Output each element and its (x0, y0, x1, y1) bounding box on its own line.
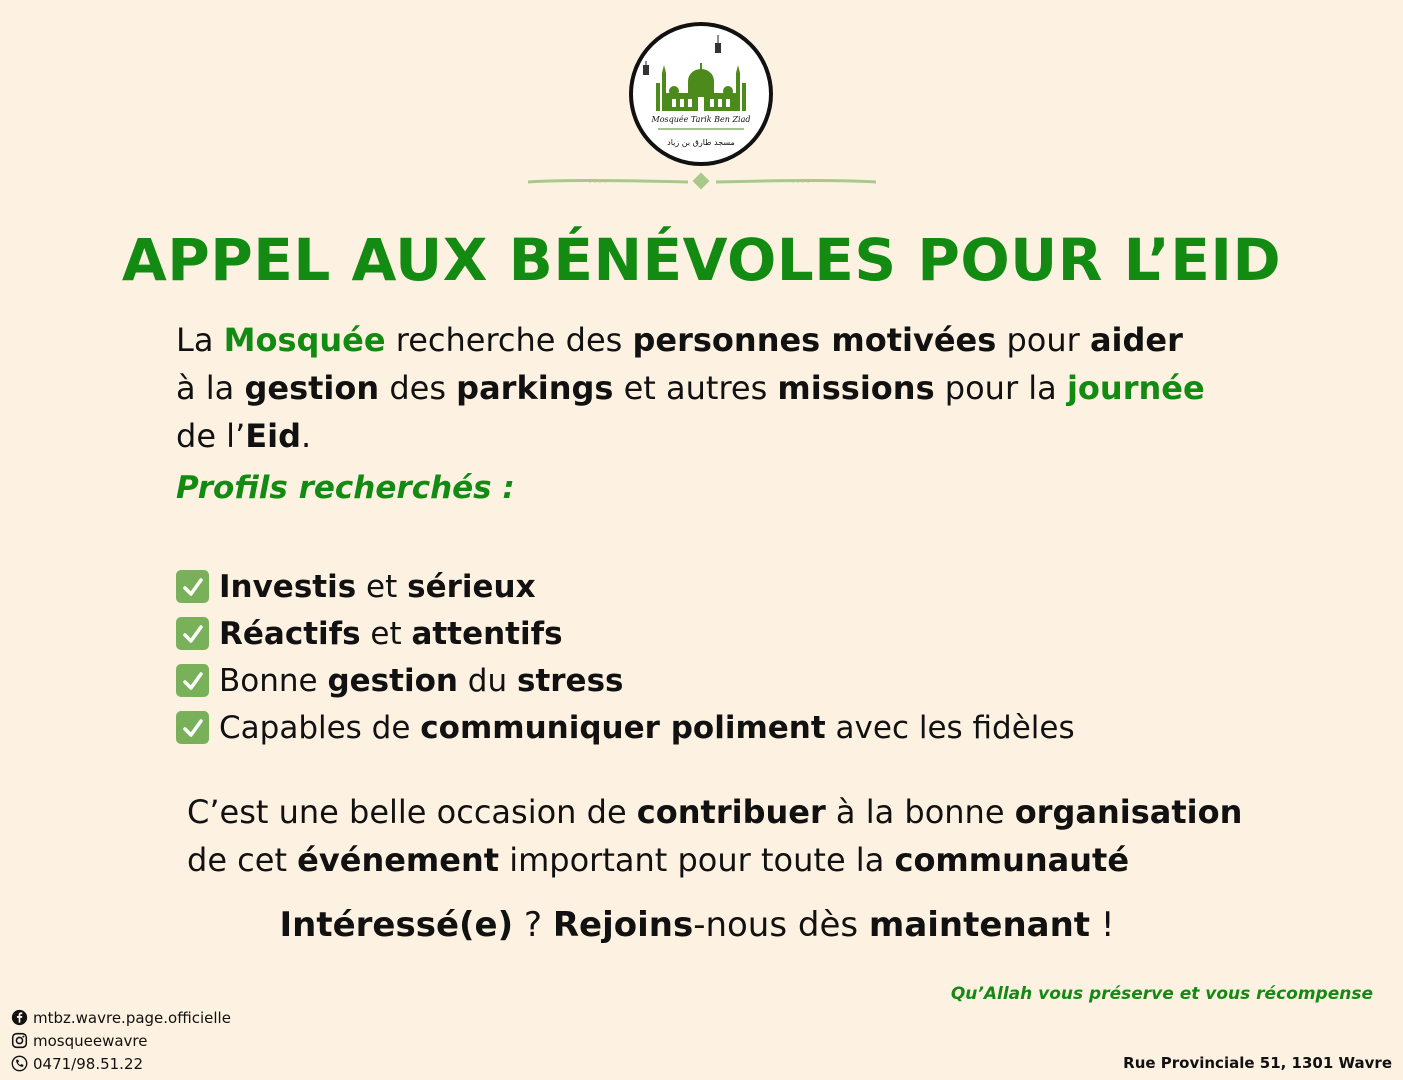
bold-rejoins: Rejoins (552, 905, 694, 945)
check-mark-icon (176, 617, 209, 650)
profiles-heading: Profils recherchés : (176, 470, 515, 506)
text: à la (176, 369, 245, 407)
text: recherche des (385, 321, 633, 359)
bold-organisation: organisation (1014, 793, 1243, 831)
list-item (176, 563, 1075, 610)
text: et (360, 615, 412, 652)
bold-gestion: gestion (244, 369, 380, 407)
intro-line-3 (176, 412, 1236, 460)
text: important pour toute la (499, 841, 895, 879)
intro-line-2 (176, 364, 1236, 412)
text: Bonne (219, 662, 328, 699)
text: . (300, 417, 312, 455)
bold-text: gestion (327, 662, 458, 699)
facebook-handle: mtbz.wavre.page.officielle (33, 1008, 231, 1027)
bold-personnes: personnes motivées (632, 321, 997, 359)
instagram-handle: mosqueewavre (33, 1031, 148, 1050)
check-mark-icon (176, 664, 209, 697)
bold-text: stress (517, 662, 624, 699)
bold-text: Réactifs (219, 615, 361, 652)
text: pour (996, 321, 1090, 359)
bold-contribuer: contribuer (636, 793, 826, 831)
address: Rue Provinciale 51, 1301 Wavre (1123, 1054, 1392, 1072)
bold-interesse: Intéressé(e) (279, 905, 514, 945)
check-mark-icon (176, 570, 209, 603)
bold-aider: aider (1089, 321, 1183, 359)
mosque-logo (628, 21, 774, 167)
bold-missions: missions (777, 369, 935, 407)
text: La (176, 321, 224, 359)
text: avec les fidèles (825, 709, 1075, 746)
phone-link[interactable] (11, 1052, 231, 1075)
conclusion-line-1 (187, 788, 1287, 836)
logo-name-latin: Mosquée Tarik Ben Ziad (651, 115, 751, 124)
bold-text: communiquer poliment (420, 709, 826, 746)
text: de cet (187, 841, 298, 879)
logo-name-arabic: مسجد طارق بن زياد (667, 138, 735, 147)
facebook-icon (11, 1009, 28, 1026)
bold-communaute: communauté (894, 841, 1130, 879)
social-links (11, 1006, 231, 1075)
bold-maintenant: maintenant (868, 905, 1091, 945)
text: de l’ (176, 417, 246, 455)
conclusion-line-2 (187, 836, 1287, 884)
bold-eid: Eid (245, 417, 301, 455)
list-item (176, 610, 1075, 657)
phone-number: 0471/98.51.22 (33, 1054, 144, 1073)
text: Capables de (219, 709, 421, 746)
intro-line-1 (176, 316, 1236, 364)
ornamental-divider (528, 172, 876, 192)
text: pour la (934, 369, 1067, 407)
list-item (176, 657, 1075, 704)
text: à la bonne (825, 793, 1015, 831)
bold-text: attentifs (411, 615, 563, 652)
text: -nous dès (693, 905, 869, 945)
bold-evenement: événement (297, 841, 500, 879)
check-mark-icon (176, 711, 209, 744)
list-item (176, 704, 1075, 751)
highlight-journee: journée (1066, 369, 1205, 407)
instagram-link[interactable] (11, 1029, 231, 1052)
phone-icon (11, 1055, 28, 1072)
text: C’est une belle occasion de (187, 793, 637, 831)
text: et autres (613, 369, 778, 407)
profiles-list (176, 563, 1075, 751)
text: ? (513, 905, 553, 945)
text: ! (1090, 905, 1115, 945)
text: des (379, 369, 457, 407)
call-to-action (0, 905, 1394, 945)
bold-text: Investis (219, 568, 357, 605)
highlight-mosquee: Mosquée (223, 321, 386, 359)
page-title: APPEL AUX BÉNÉVOLES POUR L’EID (121, 226, 1282, 294)
intro-paragraph (176, 316, 1236, 460)
blessing-text: Qu’Allah vous préserve et vous récompense (950, 984, 1373, 1004)
text: et (356, 568, 408, 605)
bold-text: sérieux (407, 568, 536, 605)
text: du (457, 662, 517, 699)
facebook-link[interactable] (11, 1006, 231, 1029)
bold-parkings: parkings (456, 369, 614, 407)
instagram-icon (11, 1032, 28, 1049)
conclusion-paragraph (187, 788, 1287, 884)
